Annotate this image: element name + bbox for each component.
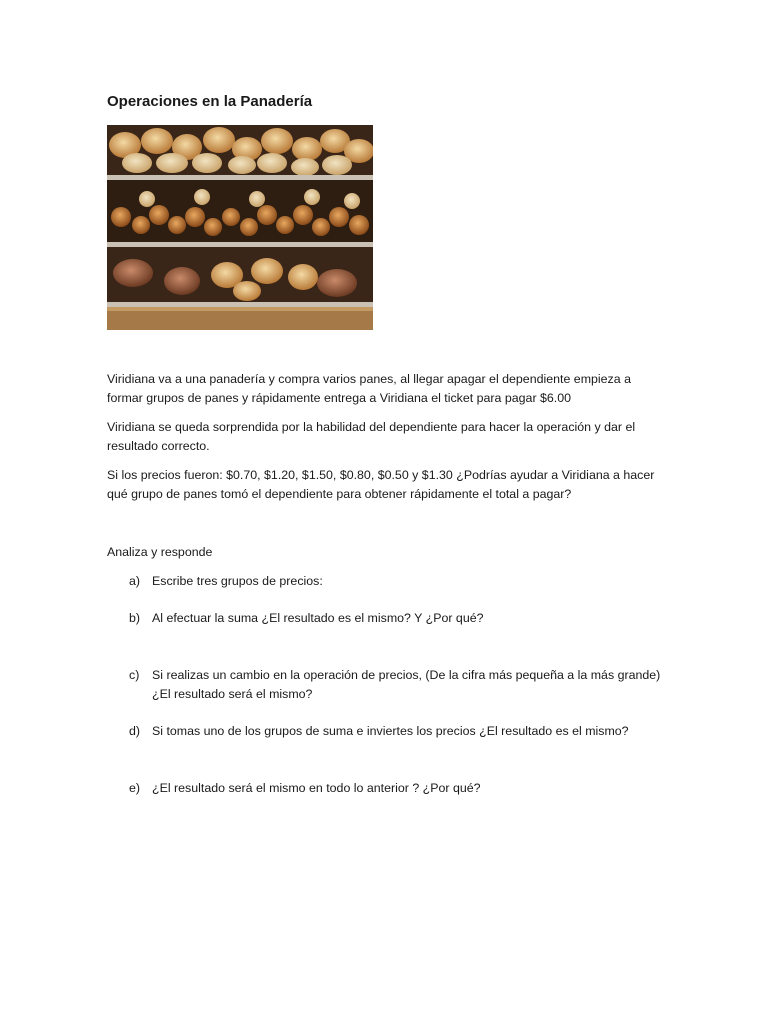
question-letter: e) [129, 781, 141, 795]
question-a [129, 572, 674, 591]
page-title: Operaciones en la Panadería [107, 93, 313, 110]
question-text: Si realizas un cambio en la operación de precios, (De la cifra más pequeña a la más grande) ¿El resultado será el mismo? [152, 668, 661, 701]
question-e [129, 779, 674, 798]
story-paragraph-3: Si los precios fueron: $0.70, $1.20, $1.50, $0.80, $0.50 y $1.30 ¿Podrías ayudar a Viridiana a hacer qué grupo de panes tomó el dependiente para obtener rápidamente el total a pagar? [107, 468, 655, 501]
question-text: Si tomas uno de los grupos de suma e inviertes los precios ¿El resultado es el mismo? [152, 724, 629, 738]
question-letter: c) [129, 668, 140, 682]
question-letter: a) [129, 574, 141, 588]
story-paragraph-2: Viridiana se queda sorprendida por la habilidad del dependiente para hacer la operación y dar el resultado correcto. [107, 420, 636, 453]
question-text: ¿El resultado será el mismo en todo lo anterior ? ¿Por qué? [152, 781, 481, 795]
question-text: Escribe tres grupos de precios: [152, 574, 323, 588]
question-letter: d) [129, 724, 141, 738]
story-paragraph-1: Viridiana va a una panadería y compra varios panes, al llegar apagar el dependiente empieza a formar grupos de panes y rápidamente entrega a Viridiana el ticket para pagar $6.00 [107, 372, 631, 405]
bakery-display-photo [107, 125, 373, 330]
question-text: Al efectuar la suma ¿El resultado es el mismo? Y ¿Por qué? [152, 611, 484, 625]
section-heading: Analiza y responde [107, 545, 213, 559]
question-letter: b) [129, 611, 141, 625]
question-c [129, 666, 674, 704]
question-b [129, 609, 674, 628]
question-d [129, 722, 674, 741]
